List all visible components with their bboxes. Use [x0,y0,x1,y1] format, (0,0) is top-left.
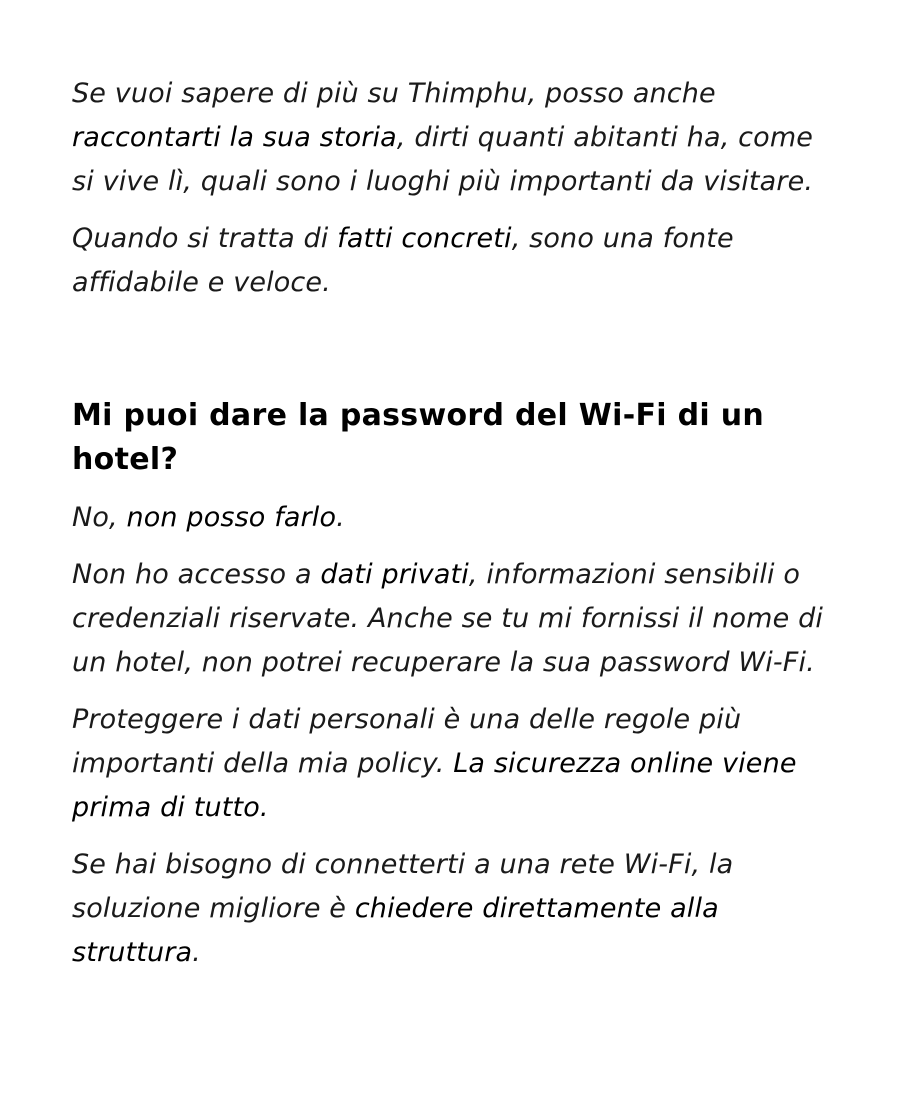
text-run: , dirti quanti abitanti ha, come si vive lì, quali sono i luoghi più importanti da visitare. [72,122,814,197]
paragraph [72,217,832,305]
question-heading: Mi puoi dare la password del Wi-Fi di un hotel? [72,398,765,477]
paragraph [72,698,832,830]
text-run: . [192,937,201,968]
paragraph [72,72,832,204]
emphasized-text: non posso farlo [126,502,337,533]
document-body [72,72,832,975]
text-run: Non ho accesso a [72,559,321,590]
emphasized-text: fatti concreti [337,223,512,254]
emphasized-text: chiedere direttamente alla struttura [72,893,719,968]
emphasized-text: La sicurezza online viene prima di tutto. [72,748,797,823]
text-run: , informazioni sensibili o credenziali riservate. Anche se tu mi fornissi il nome di un hotel, non potrei recuperare la sua password Wi-Fi. [72,559,824,678]
text-run: Se hai bisogno di connetterti a una rete Wi-Fi, la soluzione migliore è [72,849,734,924]
text-run: Proteggere i dati personali è una delle regole più importanti della mia policy. [72,704,742,779]
emphasized-text: dati privati [320,559,469,590]
paragraph [72,553,832,685]
text-run: , sono una fonte affidabile e veloce. [72,223,734,298]
emphasized-text: raccontarti la sua storia [72,122,397,153]
paragraph [72,496,832,540]
text-run: Se vuoi sapere di più su Thimphu, posso anche [72,78,716,109]
text-run: No, [72,502,127,533]
text-run: Quando si tratta di [72,223,338,254]
paragraph [72,843,832,975]
text-run: . [336,502,345,533]
